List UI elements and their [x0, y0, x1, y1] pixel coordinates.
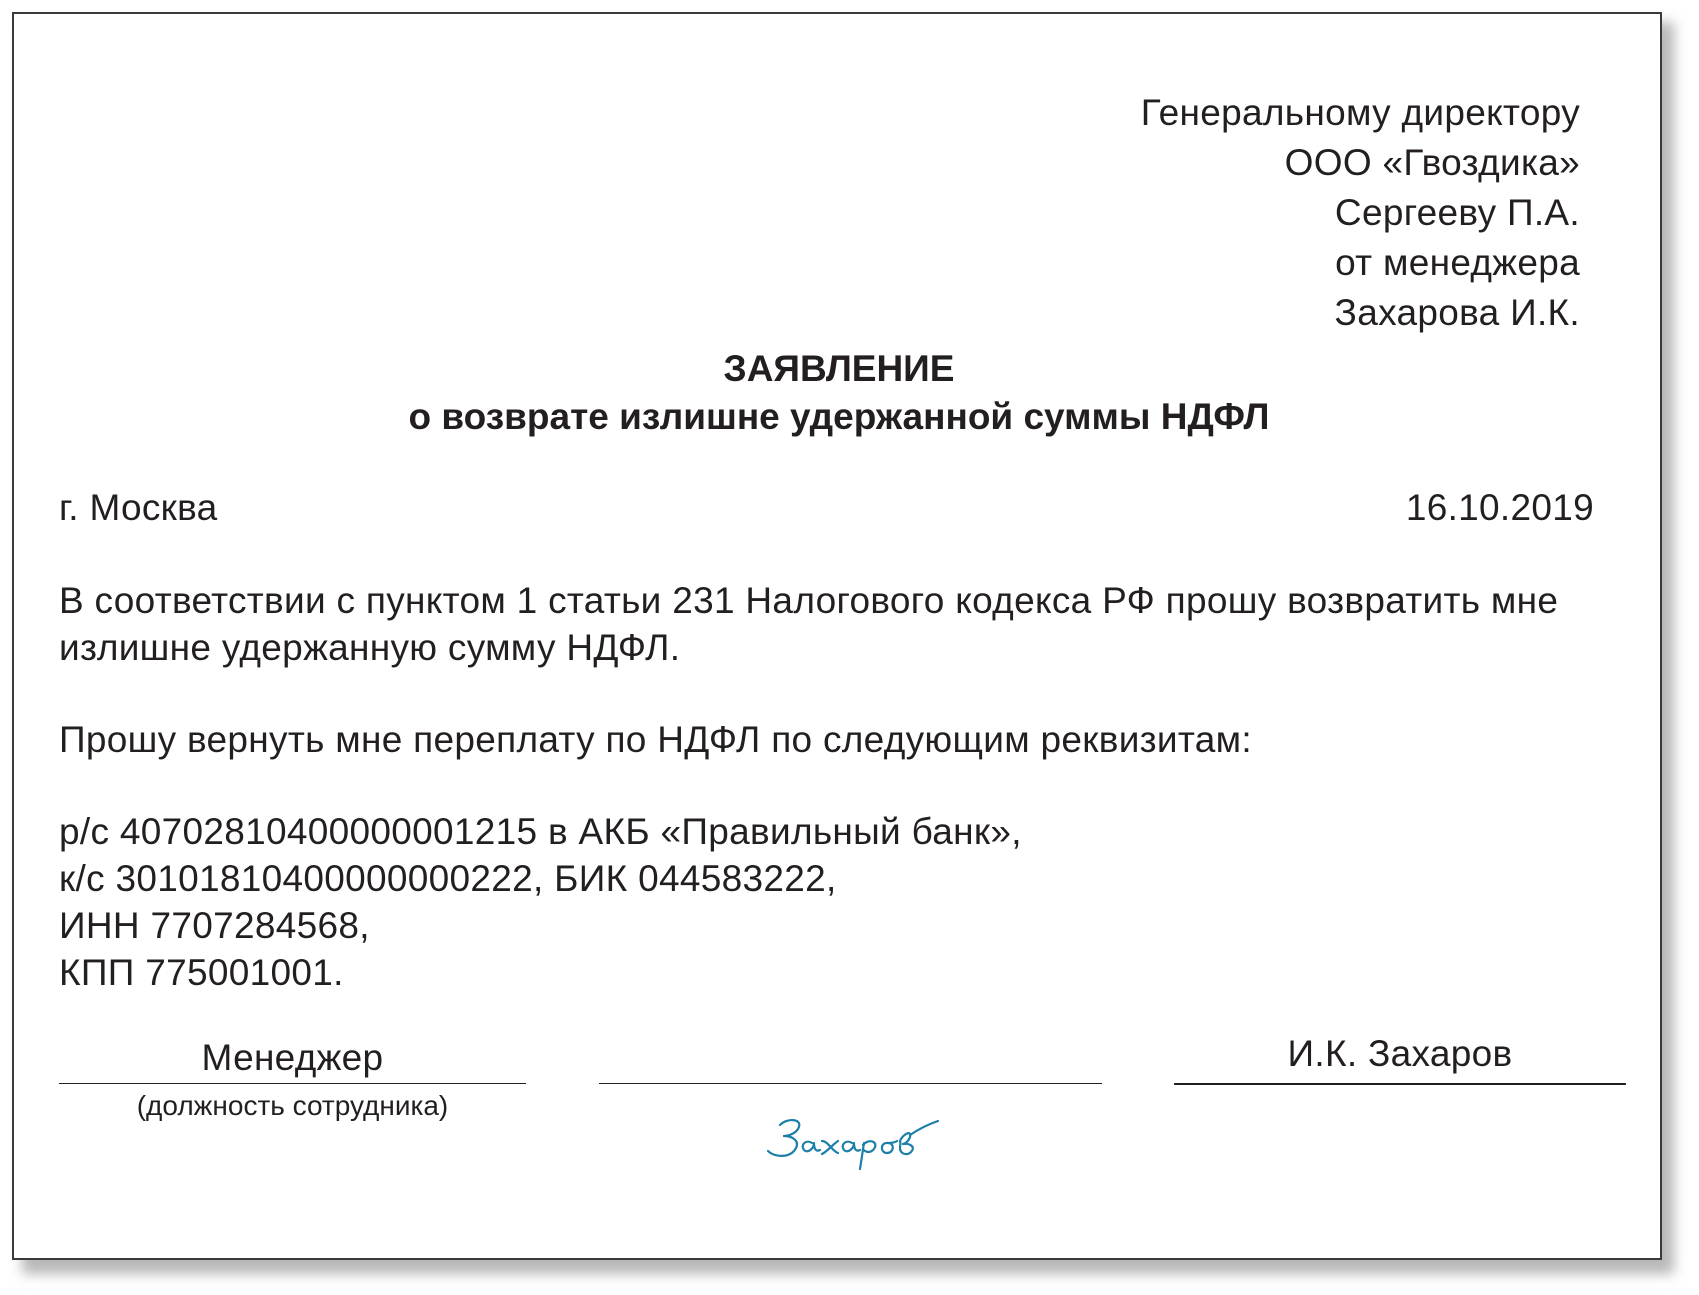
document-subtitle: о возврате излишне удержанной суммы НДФЛ [408, 396, 1270, 437]
addressee-line: Захарова И.К. [1334, 292, 1580, 333]
body-paragraph-1-line-1: В соответствии с пунктом 1 статьи 231 Налогового кодекса РФ прошу возвратить мне [59, 580, 1559, 621]
document-date: 16.10.2019 [1405, 487, 1594, 528]
requisite-line: к/с 30101810400000000222, БИК 044583222, [59, 858, 837, 899]
signature-underline [599, 1083, 1102, 1084]
position-value: Менеджер [201, 1037, 384, 1078]
document-page [12, 12, 1662, 1260]
addressee-block [980, 88, 1580, 338]
employee-name: И.К. Захаров [1287, 1033, 1513, 1074]
name-underline [1174, 1083, 1626, 1085]
addressee-line: от менеджера [1335, 242, 1580, 283]
addressee-line: Сергееву П.А. [1334, 192, 1580, 233]
requisite-line: ИНН 7707284568, [59, 905, 370, 946]
document-title: ЗАЯВЛЕНИЕ [723, 348, 955, 389]
addressee-line: Генеральному директору [1140, 92, 1580, 133]
city: г. Москва [59, 487, 218, 528]
body-paragraph-1-line-2: излишне удержанную сумму НДФЛ. [59, 627, 681, 668]
position-underline [59, 1083, 526, 1084]
requisite-line: КПП 775001001. [59, 952, 344, 993]
handwritten-signature [760, 1105, 950, 1185]
addressee-line: ООО «Гвоздика» [1284, 142, 1580, 183]
body-paragraph-2: Прошу вернуть мне переплату по НДФЛ по следующим реквизитам: [59, 719, 1252, 760]
requisite-line: р/с 40702810400000001215 в АКБ «Правильный банк», [59, 811, 1022, 852]
position-caption: (должность сотрудника) [136, 1090, 449, 1121]
